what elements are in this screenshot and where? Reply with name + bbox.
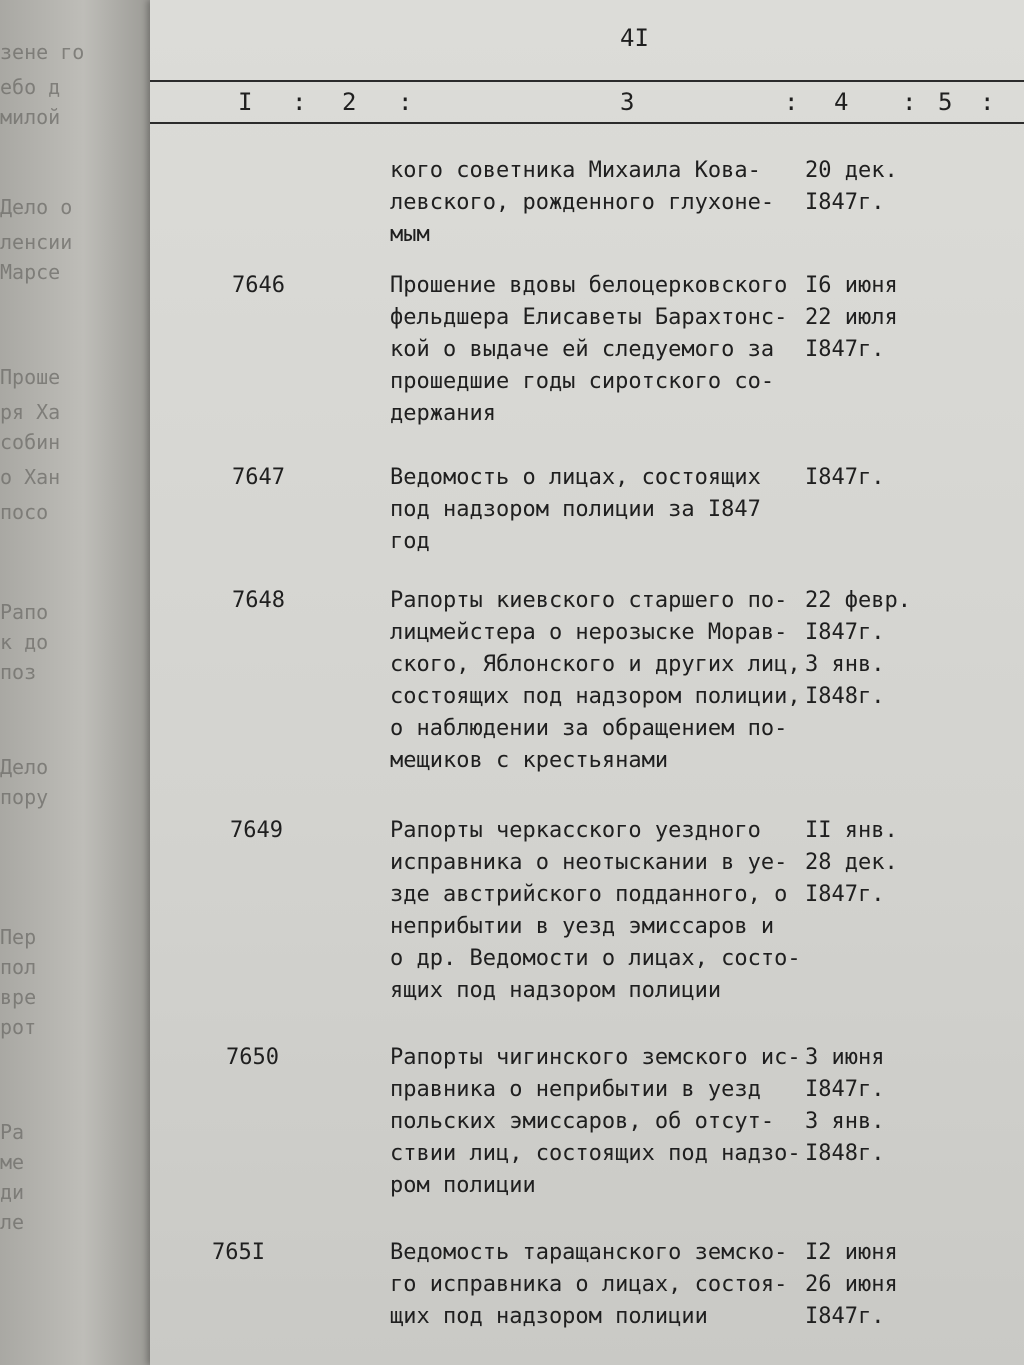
column-header: 5 bbox=[938, 88, 953, 116]
bleed-text: рот bbox=[0, 1015, 37, 1039]
entry-date: II янв. 28 дек. I847г. bbox=[805, 818, 898, 907]
entry-date: 20 дек. I847г. bbox=[805, 158, 898, 215]
bleed-text: ме bbox=[0, 1150, 25, 1174]
entry-number: 7649 bbox=[230, 818, 283, 843]
entry-description: Ведомость таращанского земско- го исправника о лицах, состоя- щих под надзором полиции bbox=[390, 1240, 788, 1329]
document-page bbox=[150, 0, 1024, 1365]
bleed-text: ленсии bbox=[0, 230, 73, 254]
bleed-text: ря Ха bbox=[0, 400, 61, 424]
entry-description: Рапорты чигинского земского ис- правника о неприбытии в уезд польских эмиссаров, об отсут- ствии лиц, состоящих под надзо- ром полиции bbox=[390, 1045, 801, 1198]
entry-number: 7650 bbox=[226, 1045, 279, 1070]
bleed-text: ди bbox=[0, 1180, 25, 1204]
bleed-text: Дело bbox=[0, 755, 49, 779]
entry-description: Прошение вдовы белоцерковского фельдшера Елисаветы Барахтонс- кой о выдаче ей следуемого за прошедшие годы сиротского со- держания bbox=[390, 273, 788, 426]
bleed-text: Ра bbox=[0, 1120, 25, 1144]
bleed-text: пол bbox=[0, 955, 37, 979]
column-header: 4 bbox=[834, 88, 849, 116]
entry-description: Рапорты черкасского уездного исправника о неотыскании в уе- зде австрийского подданного, о неприбытии в уезд эмиссаров и о др. Ведомости о лицах, состо- ящих под надзором полиции bbox=[390, 818, 801, 1003]
column-separator: : bbox=[902, 88, 917, 116]
bleed-text: пору bbox=[0, 785, 49, 809]
column-header: 2 bbox=[342, 88, 357, 116]
column-header: I bbox=[238, 88, 253, 116]
column-header: 3 bbox=[620, 88, 635, 116]
entry-number: 765I bbox=[212, 1240, 265, 1265]
bleed-text: вре bbox=[0, 985, 37, 1009]
bleed-text: о Хан bbox=[0, 465, 61, 489]
entry-date: 22 февр. I847г. 3 янв. I848г. bbox=[805, 588, 911, 709]
header-top-rule bbox=[150, 80, 1024, 82]
bleed-text: собин bbox=[0, 430, 61, 454]
bleed-text: поз bbox=[0, 660, 37, 684]
bleed-text: милой bbox=[0, 105, 61, 129]
entry-date: I6 июня 22 июля I847г. bbox=[805, 273, 898, 362]
bleed-text: Рапо bbox=[0, 600, 49, 624]
entry-description: Ведомость о лицах, состоящих под надзором полиции за I847 год bbox=[390, 465, 761, 554]
bleed-text: к до bbox=[0, 630, 49, 654]
entry-number: 7646 bbox=[232, 273, 285, 298]
bleed-text: Проше bbox=[0, 365, 61, 389]
entry-number: 7647 bbox=[232, 465, 285, 490]
entry-number: 7648 bbox=[232, 588, 285, 613]
column-separator: : bbox=[398, 88, 413, 116]
bleed-text: Дело о bbox=[0, 195, 73, 219]
bleed-text: посо bbox=[0, 500, 49, 524]
column-separator: : bbox=[292, 88, 307, 116]
bleed-text: Пер bbox=[0, 925, 37, 949]
header-bottom-rule bbox=[150, 122, 1024, 124]
entry-date: I2 июня 26 июня I847г. bbox=[805, 1240, 898, 1329]
entry-date: 3 июня I847г. 3 янв. I848г. bbox=[805, 1045, 885, 1166]
bleed-text: Марсе bbox=[0, 260, 61, 284]
page-number: 4I bbox=[620, 24, 649, 52]
column-separator: : bbox=[980, 88, 995, 116]
previous-page-edge bbox=[0, 0, 152, 1365]
bleed-text: ле bbox=[0, 1210, 25, 1234]
bleed-text: ебо д bbox=[0, 75, 61, 99]
entry-description: Рапорты киевского старшего по- лицмейстера о нерозыске Морав- ского, Яблонского и других лиц, состоящих под надзором полиции, о наблюдении за обращением по- мещиков с крестьянами bbox=[390, 588, 801, 773]
column-separator: : bbox=[784, 88, 799, 116]
entry-description: кого советника Михаила Ковa- левского, рожденного глухоне- мым bbox=[390, 158, 775, 247]
bleed-text: зене го bbox=[0, 40, 85, 64]
entry-date: I847г. bbox=[805, 465, 885, 490]
